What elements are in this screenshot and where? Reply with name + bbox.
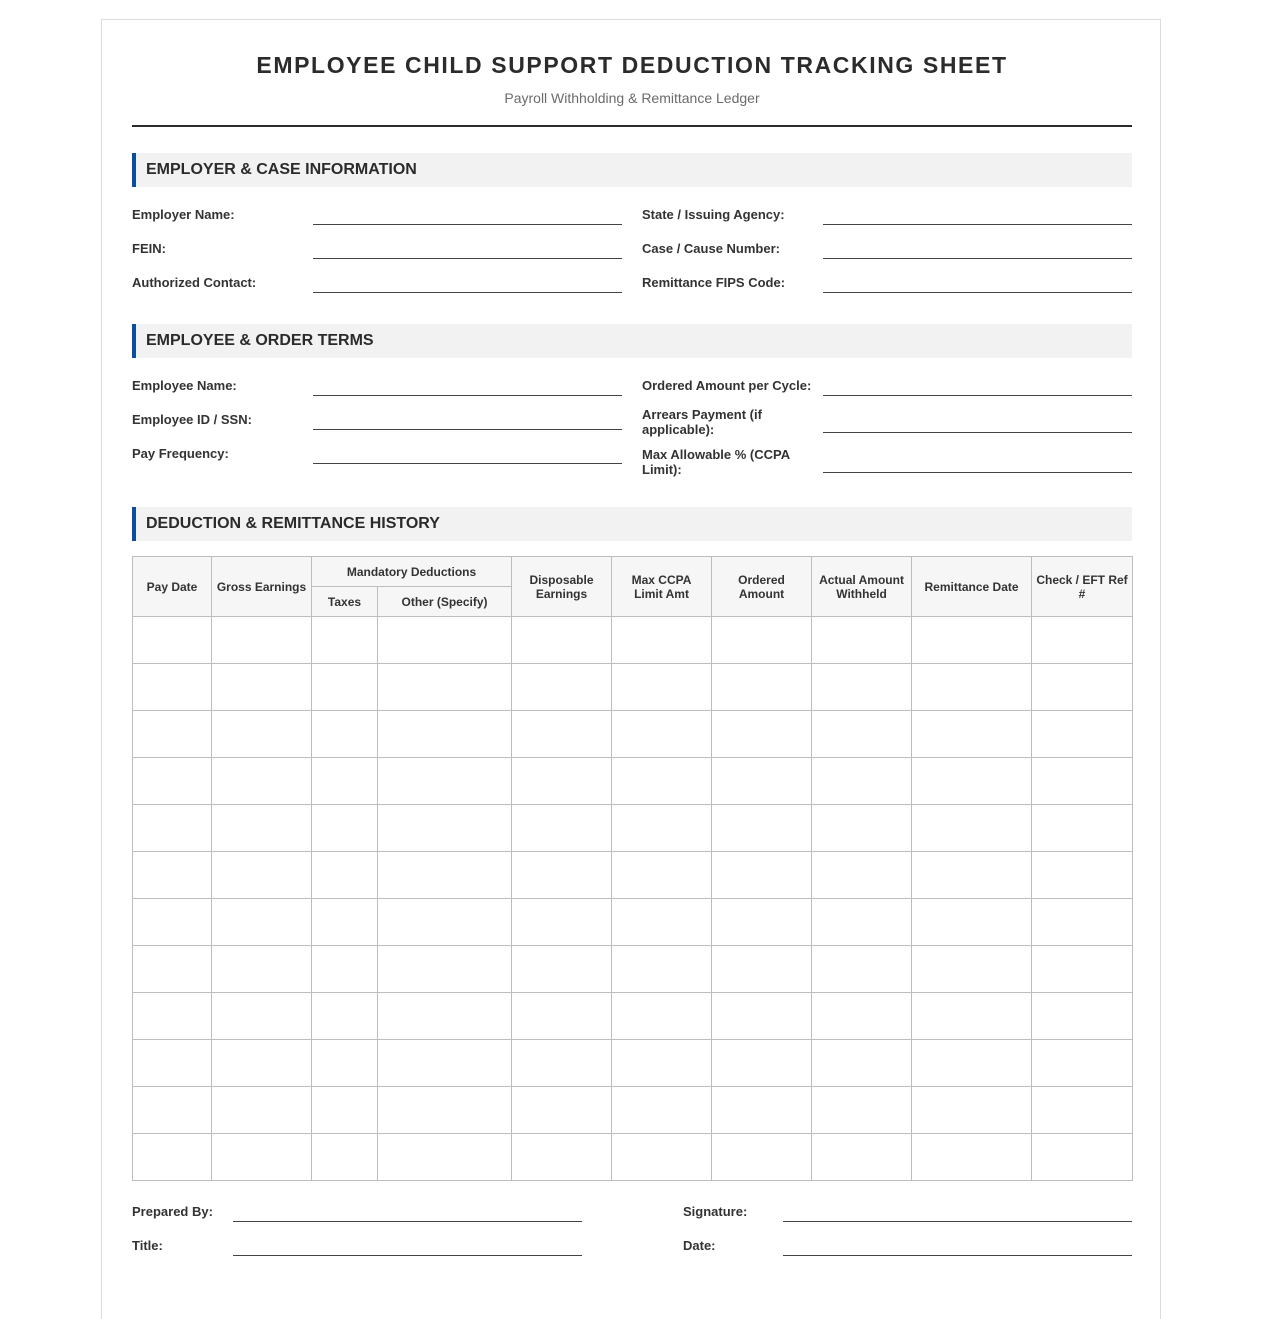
table-cell[interactable] (133, 993, 212, 1040)
table-row (133, 993, 1133, 1040)
table-cell[interactable] (312, 1087, 378, 1134)
table-cell[interactable] (612, 1040, 712, 1087)
table-cell[interactable] (612, 1134, 712, 1181)
label-case-number: Case / Cause Number: (642, 241, 780, 256)
column-header-ordered-amount: Ordered Amount (712, 557, 812, 617)
table-row (133, 1134, 1133, 1181)
table-cell[interactable] (812, 1040, 912, 1087)
table-cell[interactable] (133, 1087, 212, 1134)
table-cell[interactable] (212, 664, 312, 711)
table-cell[interactable] (812, 946, 912, 993)
column-header-remittance-date: Remittance Date (912, 557, 1032, 617)
table-cell[interactable] (133, 1040, 212, 1087)
label-title: Title: (132, 1238, 163, 1253)
case-number-field[interactable] (823, 258, 1132, 259)
table-cell[interactable] (133, 711, 212, 758)
table-cell[interactable] (612, 664, 712, 711)
table-cell[interactable] (912, 758, 1032, 805)
table-cell[interactable] (378, 1134, 512, 1181)
table-cell[interactable] (712, 1087, 812, 1134)
table-cell[interactable] (378, 711, 512, 758)
table-cell[interactable] (512, 617, 612, 664)
table-row (133, 1040, 1133, 1087)
table-cell[interactable] (712, 711, 812, 758)
table-cell[interactable] (312, 1134, 378, 1181)
table-cell[interactable] (512, 664, 612, 711)
table-cell[interactable] (133, 758, 212, 805)
table-cell[interactable] (912, 1087, 1032, 1134)
table-cell[interactable] (912, 946, 1032, 993)
label-employee-id: Employee ID / SSN: (132, 412, 252, 427)
table-cell[interactable] (1032, 711, 1133, 758)
table-cell[interactable] (612, 899, 712, 946)
table-cell[interactable] (212, 852, 312, 899)
table-cell[interactable] (212, 946, 312, 993)
table-cell[interactable] (812, 899, 912, 946)
table-cell[interactable] (378, 617, 512, 664)
table-cell[interactable] (712, 993, 812, 1040)
table-cell[interactable] (212, 1040, 312, 1087)
table-cell[interactable] (512, 758, 612, 805)
table-cell[interactable] (712, 946, 812, 993)
table-cell[interactable] (1032, 1134, 1133, 1181)
table-cell[interactable] (378, 664, 512, 711)
label-state-agency: State / Issuing Agency: (642, 207, 785, 222)
table-cell[interactable] (1032, 946, 1133, 993)
deduction-history-table (132, 556, 1133, 1181)
table-cell[interactable] (912, 664, 1032, 711)
table-row (133, 1087, 1133, 1134)
label-employer-name: Employer Name: (132, 207, 235, 222)
table-cell[interactable] (133, 805, 212, 852)
table-cell[interactable] (312, 993, 378, 1040)
table-cell[interactable] (512, 711, 612, 758)
ordered-amount-field[interactable] (823, 395, 1132, 396)
label-fein: FEIN: (132, 241, 166, 256)
table-cell[interactable] (912, 1040, 1032, 1087)
table-cell[interactable] (512, 993, 612, 1040)
table-cell[interactable] (512, 1040, 612, 1087)
pay-frequency-field[interactable] (313, 463, 622, 464)
table-cell[interactable] (612, 758, 712, 805)
table-cell[interactable] (1032, 993, 1133, 1040)
table-cell[interactable] (133, 946, 212, 993)
label-authorized-contact: Authorized Contact: (132, 275, 257, 290)
table-cell[interactable] (712, 852, 812, 899)
prepared-by-field[interactable] (233, 1221, 582, 1222)
fein-field[interactable] (313, 258, 622, 259)
label-arrears-payment: Arrears Payment (if applicable): (642, 407, 762, 437)
label-pay-frequency: Pay Frequency: (132, 446, 229, 461)
table-cell[interactable] (812, 852, 912, 899)
section-title: DEDUCTION & REMITTANCE HISTORY (146, 515, 440, 532)
table-cell[interactable] (312, 758, 378, 805)
table-row (133, 711, 1133, 758)
table-cell[interactable] (378, 899, 512, 946)
label-prepared-by: Prepared By: (132, 1204, 213, 1219)
table-cell[interactable] (812, 664, 912, 711)
column-header-taxes: Taxes (312, 587, 378, 617)
table-cell[interactable] (1032, 617, 1133, 664)
table-cell[interactable] (512, 1134, 612, 1181)
table-cell[interactable] (1032, 664, 1133, 711)
section-header-employee (132, 324, 1132, 358)
table-cell[interactable] (912, 852, 1032, 899)
table-cell[interactable] (212, 899, 312, 946)
table-cell[interactable] (378, 993, 512, 1040)
arrears-payment-field[interactable] (823, 432, 1132, 433)
page-title: EMPLOYEE CHILD SUPPORT DEDUCTION TRACKING SHEET (256, 52, 1008, 78)
column-header-pay-date: Pay Date (133, 557, 212, 617)
label-employee-name: Employee Name: (132, 378, 237, 393)
table-cell[interactable] (212, 993, 312, 1040)
table-cell[interactable] (912, 805, 1032, 852)
table-cell[interactable] (133, 617, 212, 664)
table-cell[interactable] (133, 664, 212, 711)
column-header-max-ccpa: Max CCPA Limit Amt (612, 557, 712, 617)
label-fips-code: Remittance FIPS Code: (642, 275, 786, 290)
date-field[interactable] (783, 1255, 1132, 1256)
table-cell[interactable] (912, 711, 1032, 758)
table-cell[interactable] (712, 758, 812, 805)
table-cell[interactable] (1032, 805, 1133, 852)
table-cell[interactable] (133, 1134, 212, 1181)
table-cell[interactable] (812, 805, 912, 852)
table-cell[interactable] (812, 1134, 912, 1181)
table-cell[interactable] (1032, 1087, 1133, 1134)
table-cell[interactable] (212, 758, 312, 805)
table-cell[interactable] (212, 1087, 312, 1134)
table-cell[interactable] (312, 617, 378, 664)
state-agency-field[interactable] (823, 224, 1132, 225)
table-cell[interactable] (612, 711, 712, 758)
table-cell[interactable] (712, 805, 812, 852)
label-max-allowable: Max Allowable % (CCPA Limit): (642, 447, 790, 477)
fips-code-field[interactable] (823, 292, 1132, 293)
table-cell[interactable] (712, 899, 812, 946)
employer-name-field[interactable] (313, 224, 622, 225)
employee-id-field[interactable] (313, 429, 622, 430)
table-cell[interactable] (1032, 899, 1133, 946)
table-cell[interactable] (1032, 1040, 1133, 1087)
table-cell[interactable] (912, 899, 1032, 946)
table-cell[interactable] (612, 946, 712, 993)
section-title: EMPLOYEE & ORDER TERMS (146, 332, 374, 349)
table-cell[interactable] (512, 805, 612, 852)
table-cell[interactable] (312, 852, 378, 899)
table-cell[interactable] (212, 711, 312, 758)
table-cell[interactable] (312, 946, 378, 993)
table-cell[interactable] (378, 852, 512, 899)
table-cell[interactable] (212, 1134, 312, 1181)
table-cell[interactable] (712, 1040, 812, 1087)
table-cell[interactable] (612, 993, 712, 1040)
table-cell[interactable] (212, 805, 312, 852)
section-header-history (132, 507, 1132, 541)
page-subtitle: Payroll Withholding & Remittance Ledger (504, 90, 760, 106)
table-cell[interactable] (512, 946, 612, 993)
label-date: Date: (683, 1238, 716, 1253)
table-cell[interactable] (512, 852, 612, 899)
table-cell[interactable] (133, 852, 212, 899)
table-cell[interactable] (133, 899, 212, 946)
column-header-mandatory-deductions: Mandatory Deductions (312, 557, 512, 587)
table-cell[interactable] (612, 617, 712, 664)
table-cell[interactable] (812, 993, 912, 1040)
table-cell[interactable] (612, 805, 712, 852)
column-header-check-ref: Check / EFT Ref # (1032, 557, 1133, 617)
table-cell[interactable] (712, 664, 812, 711)
title-divider (132, 125, 1132, 127)
label-ordered-amount: Ordered Amount per Cycle: (642, 378, 812, 393)
table-cell[interactable] (312, 899, 378, 946)
table-row (133, 617, 1133, 664)
table-cell[interactable] (512, 899, 612, 946)
table-cell[interactable] (912, 617, 1032, 664)
table-cell[interactable] (378, 1040, 512, 1087)
title-field[interactable] (233, 1255, 582, 1256)
table-row (133, 805, 1133, 852)
table-cell[interactable] (912, 1134, 1032, 1181)
column-header-gross-earnings: Gross Earnings (212, 557, 312, 617)
authorized-contact-field[interactable] (313, 292, 622, 293)
table-cell[interactable] (1032, 758, 1133, 805)
section-title: EMPLOYER & CASE INFORMATION (146, 161, 417, 178)
table-cell[interactable] (1032, 852, 1133, 899)
table-cell[interactable] (812, 711, 912, 758)
max-allowable-field[interactable] (823, 472, 1132, 473)
table-cell[interactable] (512, 1087, 612, 1134)
table-cell[interactable] (312, 664, 378, 711)
column-header-other: Other (Specify) (378, 587, 512, 617)
table-cell[interactable] (712, 617, 812, 664)
table-cell[interactable] (312, 711, 378, 758)
table-cell[interactable] (312, 1040, 378, 1087)
column-header-disposable-earnings: Disposable Earnings (512, 557, 612, 617)
table-row (133, 758, 1133, 805)
table-row (133, 852, 1133, 899)
signature-field[interactable] (783, 1221, 1132, 1222)
table-row (133, 664, 1133, 711)
table-row (133, 899, 1133, 946)
table-cell[interactable] (312, 805, 378, 852)
column-header-actual-withheld: Actual Amount Withheld (812, 557, 912, 617)
label-signature: Signature: (683, 1204, 748, 1219)
table-cell[interactable] (378, 758, 512, 805)
table-row (133, 946, 1133, 993)
employee-name-field[interactable] (313, 395, 622, 396)
history-table-body (133, 617, 1133, 1181)
table-cell[interactable] (812, 758, 912, 805)
table-cell[interactable] (378, 1087, 512, 1134)
table-cell[interactable] (212, 617, 312, 664)
table-cell[interactable] (812, 1087, 912, 1134)
table-cell[interactable] (812, 617, 912, 664)
document-page (101, 19, 1161, 1319)
section-header-employer (132, 153, 1132, 187)
table-cell[interactable] (912, 993, 1032, 1040)
table-cell[interactable] (378, 805, 512, 852)
table-cell[interactable] (712, 1134, 812, 1181)
table-cell[interactable] (612, 852, 712, 899)
table-cell[interactable] (612, 1087, 712, 1134)
table-cell[interactable] (378, 946, 512, 993)
